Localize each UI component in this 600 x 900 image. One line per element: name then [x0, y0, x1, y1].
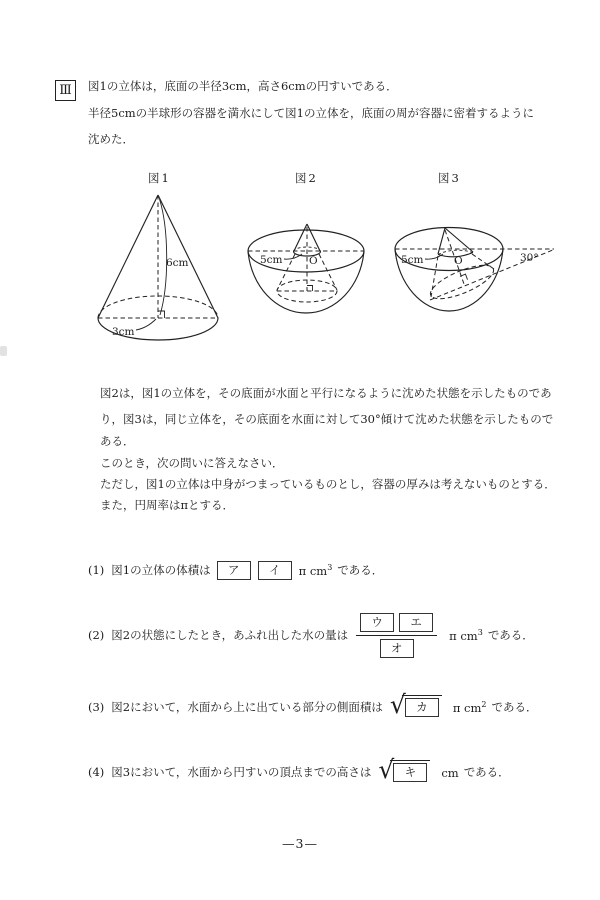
cone-left-slant: [98, 195, 158, 318]
radical-sign: √: [378, 754, 395, 784]
question-1-number: (1): [88, 563, 105, 577]
intro-line-2: 半径5cmの半球形の容器を満水にして図1の立体を，底面の周が容器に密着するように: [88, 106, 534, 120]
radicand: [390, 760, 430, 782]
scan-artifact: [0, 346, 7, 356]
fraction-denominator: [356, 635, 437, 658]
unit-text: [441, 765, 458, 780]
body-line-4: このとき，次の問いに答えなさい．: [100, 456, 284, 470]
question-3-text: 図2において，水面から上に出ている部分の側面積は: [111, 700, 383, 714]
radius-leader-curve: [136, 319, 156, 330]
question-4-number: (4): [88, 765, 105, 779]
cone-base-back-arc: [98, 296, 218, 318]
unit-base: cm: [441, 765, 459, 780]
unit-exponent: 3: [477, 627, 483, 637]
right-angle-mark: [307, 286, 313, 292]
question-1-text: 図1の立体の体積は: [111, 563, 211, 577]
unit-base: π cm: [298, 563, 328, 578]
answer-fraction: [356, 613, 437, 658]
cone-tip-right-slant: [445, 228, 473, 252]
question-2-text: 図2の状態にしたとき，あふれ出した水の量は: [111, 628, 349, 642]
body-line-1: 図2は，図1の立体を，その底面が水面と平行になるように沈めた状態を示したものであ: [100, 386, 552, 400]
unit-exponent: 2: [481, 699, 487, 709]
fraction-numerator: [356, 613, 437, 635]
answer-box-i: イ: [258, 561, 292, 580]
unit-text: [453, 700, 487, 715]
question-2-tail: である．: [487, 628, 534, 642]
figure-2-drawing: [240, 218, 400, 326]
unit-base: π cm: [449, 628, 478, 643]
body-line-6: また，円周率はπとする．: [100, 498, 235, 512]
page-number: —3—: [282, 836, 318, 851]
unit-text: [299, 563, 333, 578]
radius-label: 5cm: [260, 254, 283, 266]
unit-base: π cm: [452, 700, 482, 715]
figure-1-drawing: [85, 190, 235, 350]
radius-label: 5cm: [401, 254, 424, 266]
body-line-3: ある．: [100, 434, 135, 448]
question-2: [88, 612, 534, 658]
answer-box-o: オ: [380, 639, 414, 658]
section-number: Ⅲ: [59, 83, 72, 98]
section-number-box: [55, 80, 76, 101]
answer-box-e: エ: [399, 613, 433, 632]
figure-2-title: 図2: [295, 171, 318, 185]
submerged-left-slant: [431, 256, 438, 297]
sqrt-expression: [389, 689, 442, 720]
question-3-number: (3): [88, 700, 105, 714]
radicand: [402, 695, 442, 717]
cone-tip-left-slant: [438, 228, 445, 254]
question-4-tail: である．: [463, 765, 510, 779]
center-label: O: [454, 255, 463, 267]
body-line-5: ただし，図1の立体は中身がつまっているものとし，容器の厚みは考えないものとする．: [100, 477, 556, 491]
answer-box-ki: キ: [393, 763, 427, 782]
height-label: 6cm: [166, 257, 189, 269]
answer-box-a: ア: [217, 561, 251, 580]
figure-1-title: 図1: [148, 171, 171, 185]
question-3-tail: である．: [491, 700, 538, 714]
question-3: [88, 689, 538, 720]
answer-box-u: ウ: [360, 613, 394, 632]
radical-sign: √: [389, 689, 406, 719]
center-label: O: [309, 255, 318, 267]
answer-box-ka: カ: [405, 698, 439, 717]
answer-boxes: [217, 561, 292, 580]
question-1-tail: である．: [337, 563, 384, 577]
question-2-number: (2): [88, 628, 105, 642]
question-4-text: 図3において，水面から円すいの頂点までの高さは: [111, 765, 372, 779]
question-4: [88, 754, 510, 785]
intro-line-1: 図1の立体は，底面の半径3cm，高さ6cmの円すいである．: [88, 79, 398, 93]
figure-3-drawing: [388, 218, 566, 326]
radius-label: 3cm: [112, 326, 135, 338]
submerged-right-slant: [319, 254, 337, 290]
sqrt-expression: [378, 754, 430, 785]
angle-label: 30°: [520, 252, 539, 264]
question-1: [88, 558, 383, 582]
body-line-2: り，図3は，同じ立体を，その底面を水面に対して30°傾けて沈めた状態を示したもので: [100, 412, 554, 426]
unit-text: [449, 628, 483, 643]
unit-exponent: 3: [327, 562, 333, 572]
figure-3-title: 図3: [438, 171, 461, 185]
intro-line-3: 沈めた．: [88, 132, 134, 146]
